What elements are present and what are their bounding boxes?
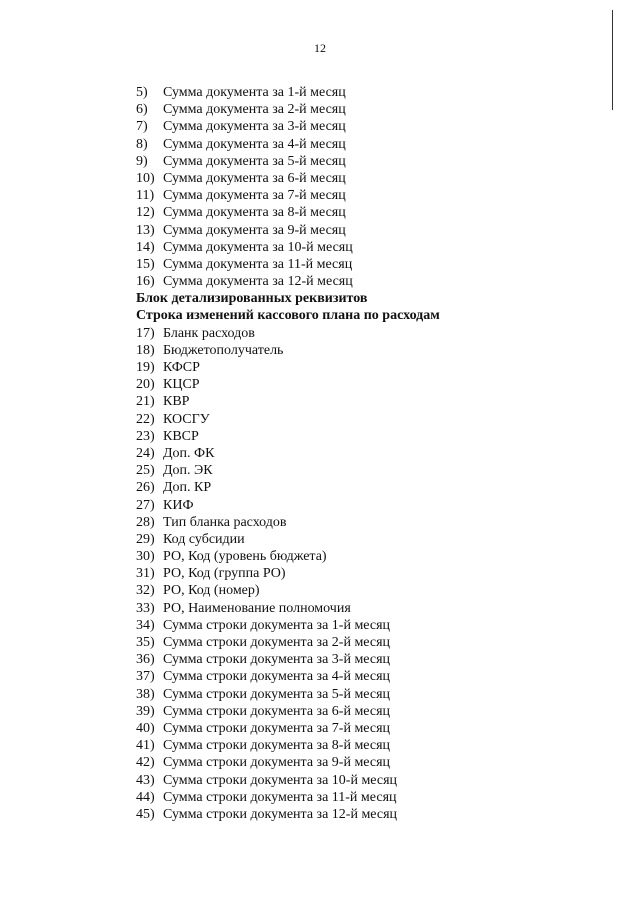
list-item bbox=[136, 617, 440, 634]
list-item bbox=[136, 342, 440, 359]
list-item bbox=[136, 359, 440, 376]
list-item-label: РО, Наименование полномочия bbox=[163, 600, 351, 616]
list-item-number: 17) bbox=[136, 325, 155, 341]
list-item-label: Сумма строки документа за 12-й месяц bbox=[163, 806, 398, 822]
list-item-number: 20) bbox=[136, 377, 155, 393]
list-item-label: Сумма строки документа за 6-й месяц bbox=[163, 703, 391, 719]
list-item-number: 8) bbox=[136, 136, 148, 152]
list-item-label: Сумма строки документа за 4-й месяц bbox=[163, 669, 391, 685]
list-item-label: Тип бланка расходов bbox=[163, 514, 287, 530]
list-item bbox=[136, 325, 440, 342]
list-item-label: Бланк расходов bbox=[163, 325, 255, 341]
list-item bbox=[136, 376, 440, 393]
list-item-number: 39) bbox=[136, 703, 155, 719]
list-item-number: 45) bbox=[136, 806, 155, 822]
list-item-number: 5) bbox=[136, 85, 148, 100]
list-item bbox=[136, 686, 440, 703]
list-item-label: КЦСР bbox=[163, 377, 200, 393]
list-item-label: Сумма документа за 6-й месяц bbox=[163, 170, 346, 186]
list-item bbox=[136, 479, 440, 496]
list-item bbox=[136, 514, 440, 531]
list-item bbox=[136, 170, 440, 187]
list-item-number: 34) bbox=[136, 617, 155, 633]
list-item-label: Сумма строки документа за 10-й месяц bbox=[163, 772, 398, 788]
list-item bbox=[136, 428, 440, 445]
list-item bbox=[136, 101, 440, 118]
list-item-label: Сумма строки документа за 5-й месяц bbox=[163, 686, 391, 702]
list-item-number: 13) bbox=[136, 222, 155, 238]
list-item-number: 15) bbox=[136, 256, 155, 272]
page-edge-line bbox=[612, 10, 613, 110]
list-item-label: Сумма строки документа за 3-й месяц bbox=[163, 652, 391, 668]
list-item bbox=[136, 153, 440, 170]
list-item-number: 26) bbox=[136, 480, 155, 496]
list-item-label: Сумма строки документа за 7-й месяц bbox=[163, 720, 391, 736]
list-item-label: Сумма документа за 3-й месяц bbox=[163, 119, 346, 135]
list-item-label: Сумма документа за 2-й месяц bbox=[163, 102, 346, 118]
list-item bbox=[136, 187, 440, 204]
list-item-number: 9) bbox=[136, 153, 148, 169]
list-item bbox=[136, 118, 440, 135]
list-item-number: 38) bbox=[136, 686, 155, 702]
list-item-label: Доп. ЭК bbox=[163, 463, 213, 479]
list-item-label: Сумма документа за 12-й месяц bbox=[163, 274, 353, 290]
list-item bbox=[136, 411, 440, 428]
list-item-label: Сумма документа за 10-й месяц bbox=[163, 239, 353, 255]
section-heading: Строка изменений кассового плана по расходам bbox=[136, 308, 440, 324]
list-item-label: Код субсидии bbox=[163, 531, 245, 547]
list-item bbox=[136, 772, 440, 789]
list-item-number: 21) bbox=[136, 394, 155, 410]
list-item-number: 27) bbox=[136, 497, 155, 513]
list-item-number: 30) bbox=[136, 549, 155, 565]
list-item-label: КИФ bbox=[163, 497, 194, 513]
page-number: 12 bbox=[314, 41, 326, 55]
list-item-label: Сумма строки документа за 1-й месяц bbox=[163, 617, 391, 633]
list-item bbox=[136, 136, 440, 153]
list-item-number: 10) bbox=[136, 170, 155, 186]
list-item bbox=[136, 84, 440, 101]
list-item-number: 36) bbox=[136, 652, 155, 668]
list-item-label: РО, Код (номер) bbox=[163, 583, 260, 599]
list-item bbox=[136, 531, 440, 548]
list-item-label: Доп. ФК bbox=[163, 445, 215, 461]
list-item-label: Бюджетополучатель bbox=[163, 342, 284, 358]
list-item bbox=[136, 462, 440, 479]
list-item bbox=[136, 806, 440, 823]
list-item-number: 16) bbox=[136, 274, 155, 290]
list-item bbox=[136, 445, 440, 462]
list-item-label: Сумма строки документа за 2-й месяц bbox=[163, 635, 391, 650]
list-item bbox=[136, 600, 440, 617]
list-item bbox=[136, 273, 440, 290]
list-item-number: 35) bbox=[136, 635, 155, 650]
list-item bbox=[136, 222, 440, 239]
list-item bbox=[136, 737, 440, 754]
list-item-number: 41) bbox=[136, 738, 155, 754]
list-item-label: Сумма документа за 9-й месяц bbox=[163, 222, 346, 238]
list-item bbox=[136, 393, 440, 410]
list-item bbox=[136, 256, 440, 273]
list-item-number: 25) bbox=[136, 463, 155, 479]
list-item-number: 28) bbox=[136, 514, 155, 530]
list-item-label: Доп. КР bbox=[163, 480, 212, 496]
list-item bbox=[136, 204, 440, 221]
list-item-number: 43) bbox=[136, 772, 155, 788]
list-item bbox=[136, 789, 440, 806]
list-item bbox=[136, 651, 440, 668]
list-item bbox=[136, 703, 440, 720]
list-item-label: Сумма строки документа за 9-й месяц bbox=[163, 755, 391, 771]
list-item-number: 18) bbox=[136, 342, 155, 358]
list-item-number: 22) bbox=[136, 411, 155, 427]
list-item-label: КВСР bbox=[163, 428, 199, 444]
list-item-number: 14) bbox=[136, 239, 155, 255]
list-item bbox=[136, 239, 440, 256]
list-item-label: КВР bbox=[163, 394, 190, 410]
list-item-label: Сумма строки документа за 8-й месяц bbox=[163, 738, 391, 754]
list-item-number: 24) bbox=[136, 445, 155, 461]
list-item-number: 33) bbox=[136, 600, 155, 616]
list-item-label: Сумма строки документа за 11-й месяц bbox=[163, 789, 397, 805]
list-item-number: 6) bbox=[136, 102, 148, 118]
list-item-label: Сумма документа за 7-й месяц bbox=[163, 188, 346, 204]
list-item-number: 37) bbox=[136, 669, 155, 685]
list-item-number: 40) bbox=[136, 720, 155, 736]
list-item bbox=[136, 720, 440, 737]
list-item-number: 7) bbox=[136, 119, 148, 135]
list-item-number: 44) bbox=[136, 789, 155, 805]
list-item bbox=[136, 668, 440, 685]
list-item-label: КФСР bbox=[163, 360, 200, 375]
list-item bbox=[136, 565, 440, 582]
list-item-number: 11) bbox=[136, 188, 155, 204]
list-item bbox=[136, 497, 440, 514]
list-item-number: 23) bbox=[136, 428, 155, 444]
list-item-label: РО, Код (уровень бюджета) bbox=[163, 549, 327, 565]
list-item-label: Сумма документа за 4-й месяц bbox=[163, 136, 346, 152]
list-item-number: 29) bbox=[136, 531, 155, 547]
list-item-label: Сумма документа за 8-й месяц bbox=[163, 205, 346, 221]
section-heading: Блок детализированных реквизитов bbox=[136, 291, 368, 307]
list-item-label: Сумма документа за 1-й месяц bbox=[163, 85, 346, 100]
list-item-number: 31) bbox=[136, 566, 155, 582]
list-item bbox=[136, 548, 440, 565]
list-item-label: РО, Код (группа РО) bbox=[163, 566, 286, 582]
list-item bbox=[136, 582, 440, 599]
list-item-label: Сумма документа за 11-й месяц bbox=[163, 256, 353, 272]
list-item-label: КОСГУ bbox=[163, 411, 210, 427]
list-item-number: 42) bbox=[136, 755, 155, 771]
list-item bbox=[136, 634, 440, 651]
list-item-number: 12) bbox=[136, 205, 155, 221]
list-item-number: 19) bbox=[136, 360, 155, 375]
list-item bbox=[136, 754, 440, 771]
list-item-number: 32) bbox=[136, 583, 155, 599]
field-list bbox=[136, 84, 440, 823]
list-item-label: Сумма документа за 5-й месяц bbox=[163, 153, 346, 169]
